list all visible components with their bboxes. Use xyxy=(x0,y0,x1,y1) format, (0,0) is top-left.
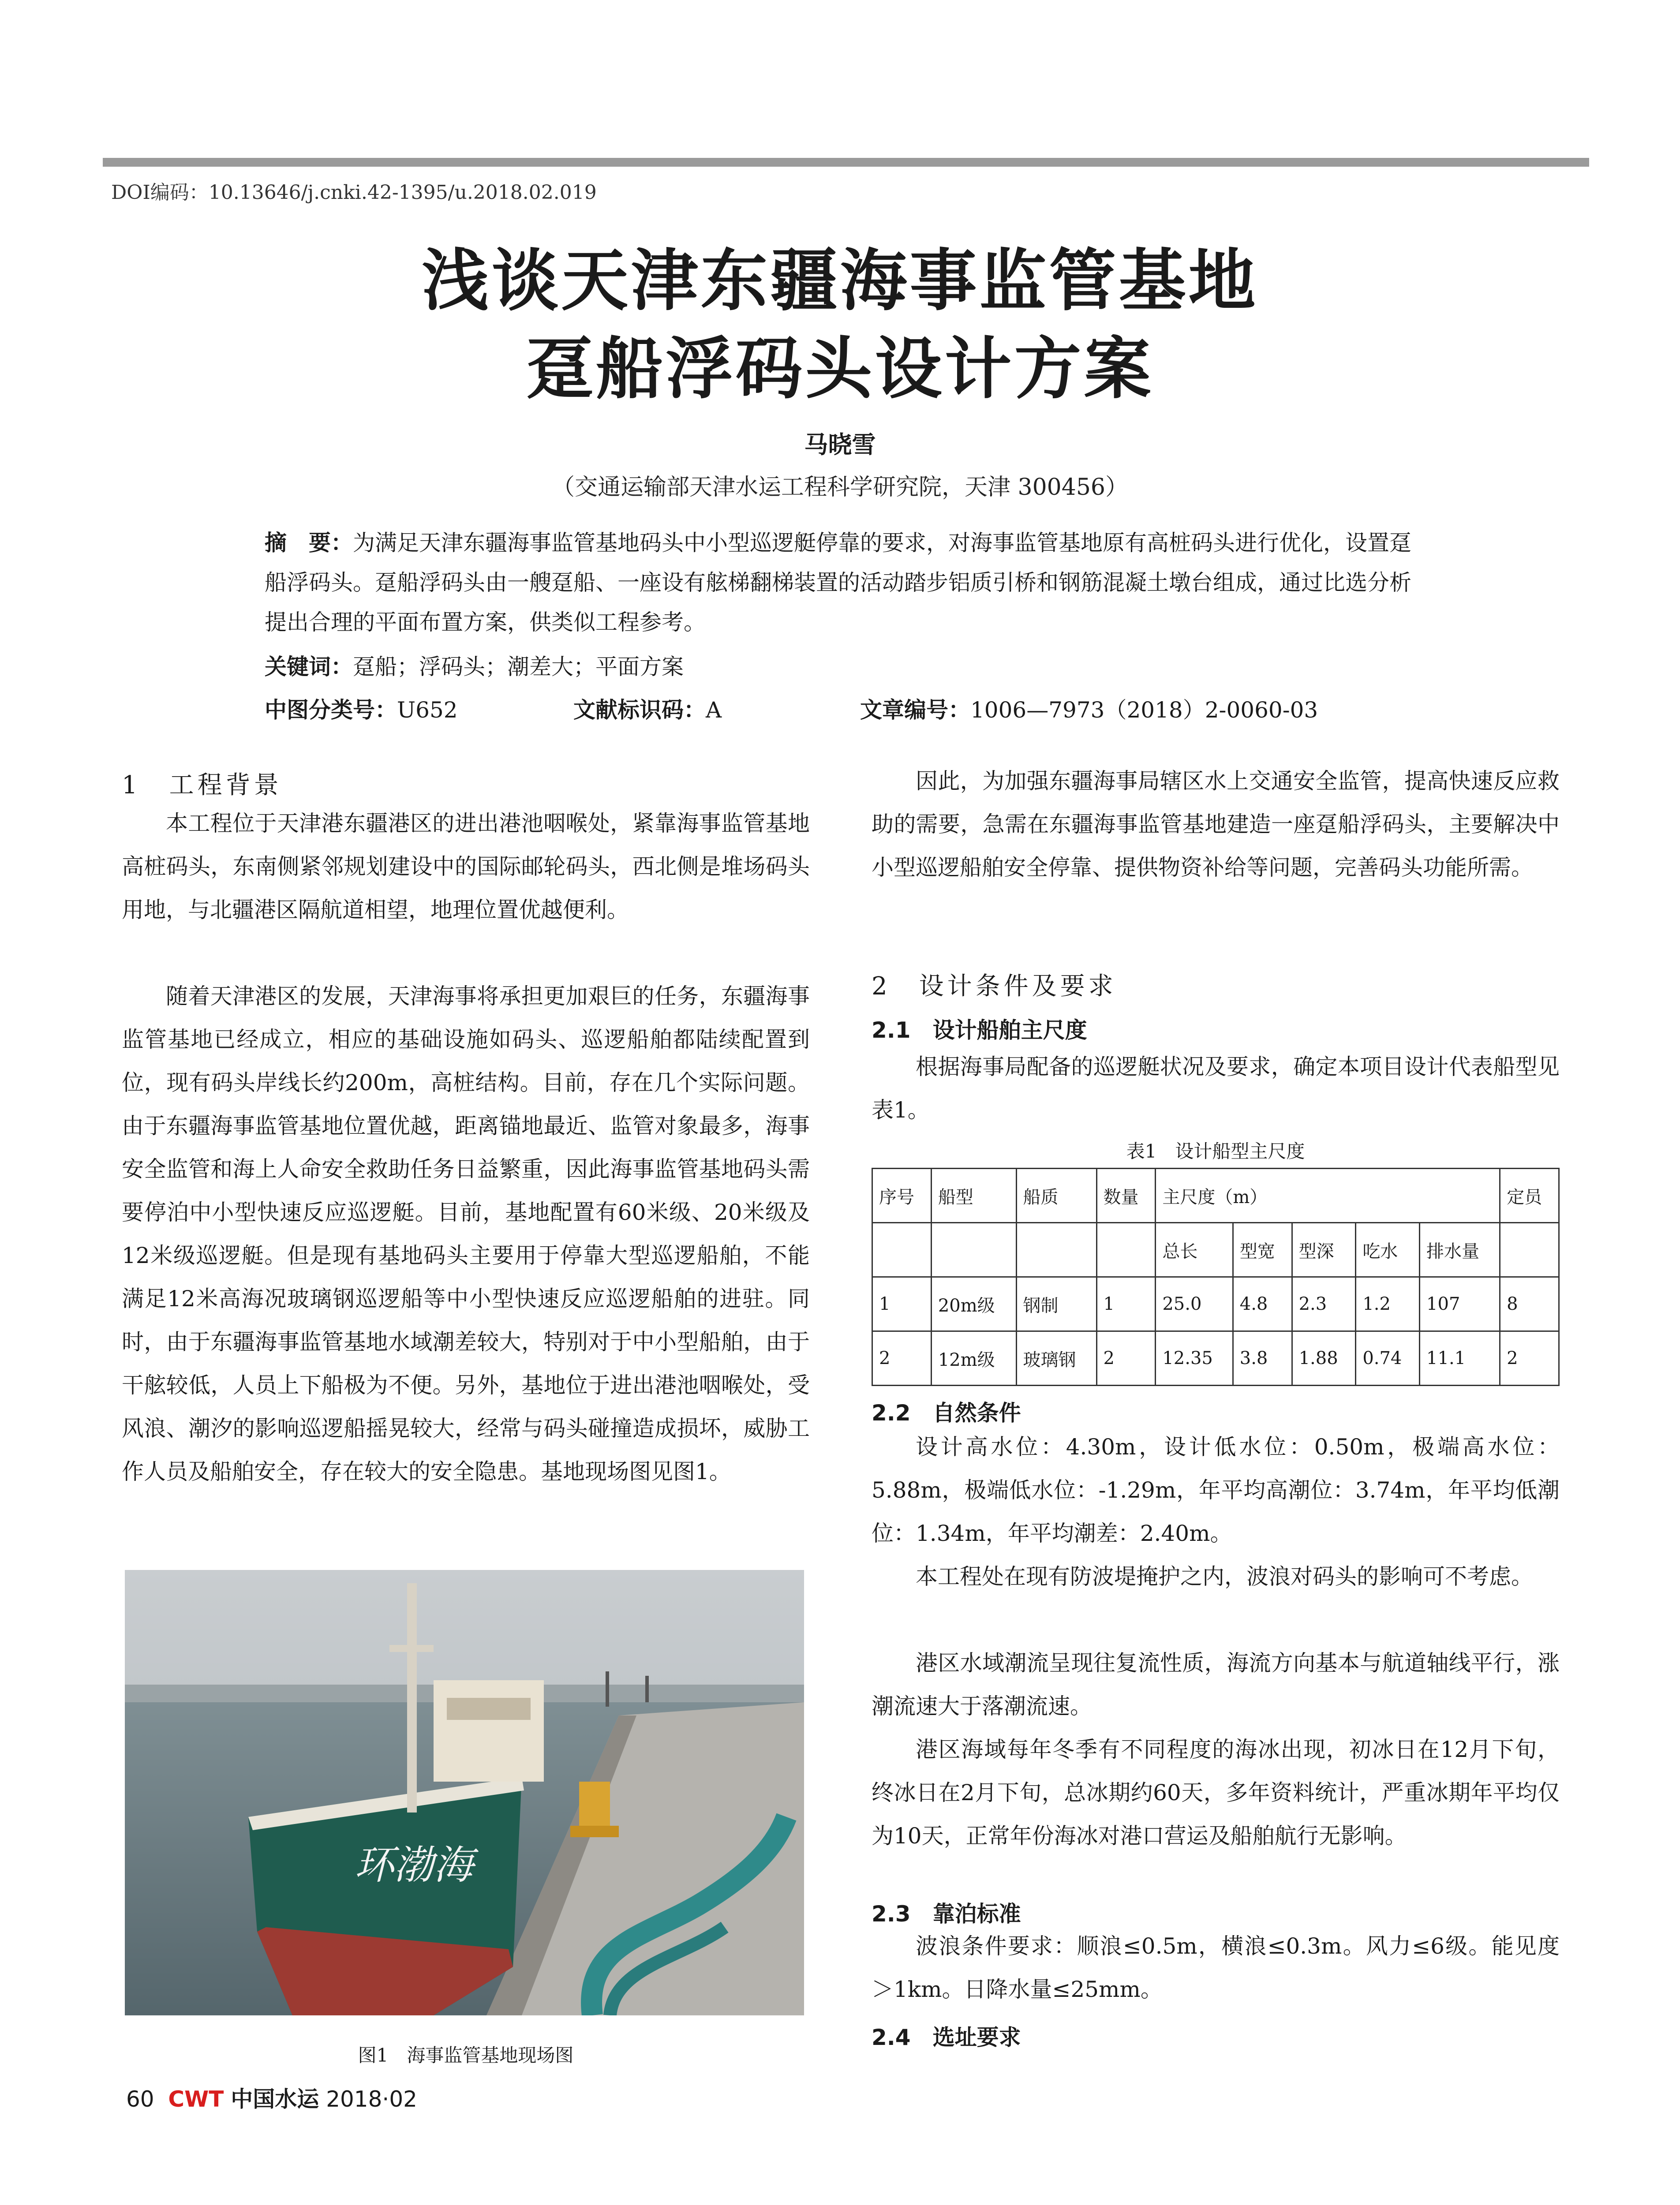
table-cell: 12m级 xyxy=(931,1331,1016,1386)
table-cell: 4.8 xyxy=(1233,1277,1292,1331)
table-subheader-row xyxy=(872,1223,1559,1277)
abstract-label: 摘 要： xyxy=(265,530,353,556)
section-2-4-heading: 2.4 选址要求 xyxy=(872,2025,1021,2050)
clc-label: 中图分类号： xyxy=(265,697,397,723)
keywords-text: 趸船；浮码头；潮差大；平面方案 xyxy=(353,654,684,680)
section-2-3-heading: 2.3 靠泊标准 xyxy=(872,1901,1021,1927)
clc-value: U652 xyxy=(397,697,458,723)
journal-issue: 2018·02 xyxy=(326,2086,417,2112)
top-rule xyxy=(103,158,1589,167)
table-header-cell: 序号 xyxy=(872,1169,932,1223)
table-cell: 1.88 xyxy=(1292,1331,1356,1386)
section-2-1-para: 根据海事局配备的巡逻艇状况及要求，确定本项目设计代表船型见表1。 xyxy=(872,1054,1560,1123)
table-header-cell: 型深 xyxy=(1292,1223,1356,1277)
section-2-3-para: 波浪条件要求：顺浪≤0.5m，横浪≤0.3m。风力≤6级。能见度＞1km。日降水量≤25mm。 xyxy=(872,1933,1560,2002)
figure-1-photo xyxy=(125,1570,804,2015)
table-cell: 1 xyxy=(872,1277,932,1331)
doc-code xyxy=(573,692,722,724)
affiliation: （交通运输部天津水运工程科学研究院，天津 300456） xyxy=(551,474,1129,501)
table-cell: 8 xyxy=(1500,1277,1559,1331)
table-cell: 107 xyxy=(1420,1277,1500,1331)
section-1-heading: 1 工程背景 xyxy=(122,771,282,800)
title-line-2: 趸船浮码头设计方案 xyxy=(526,329,1154,408)
article-no-label: 文章编号： xyxy=(860,697,970,723)
section-1-para-2: 随着天津港区的发展，天津海事将承担更加艰巨的任务，东疆海事监管基地已经成立，相应的基础设施如码头、巡逻船舶都陆续配置到位，现有码头岸线长约200m，高桩结构。目前，存在几个实际问题。由于东疆海事监管基地位置优越，距离锚地最近、监管对象最多，海事安全监管和海上人命安全救助任务日益繁重，因此海事监管基地码头需要停泊中小型快速反应巡逻艇。目前，基地配置有60米级、20米级及12米级巡逻艇。但是现有基地码头主要用于停靠大型巡逻船舶，不能满足12米高海况玻璃钢巡逻船等中小型快速反应巡逻船舶的进驻。同时，由于东疆海事监管基地水域潮差较大，特别对于中小型船舶，由于干舷较低，人员上下船极为不便。另外，基地位于进出港池咽喉处，受风浪、潮汐的影响巡逻船摇晃较大，经常与码头碰撞造成损坏，威胁工作人员及船舶安全，存在较大的安全隐患。基地现场图见图1。 xyxy=(122,983,810,1484)
table-header-cell: 数量 xyxy=(1096,1169,1156,1223)
table-header-cell: 船质 xyxy=(1016,1169,1096,1223)
keywords xyxy=(265,649,1429,681)
table-cell: 12.35 xyxy=(1156,1331,1233,1386)
table-cell: 2 xyxy=(1096,1331,1156,1386)
table-header-cell: 船型 xyxy=(931,1169,1016,1223)
table-header-cell: 主尺度（m） xyxy=(1156,1169,1500,1223)
section-1-para-1: 本工程位于天津港东疆港区的进出港池咽喉处，紧靠海事监管基地高桩码头，东南侧紧邻规划建设中的国际邮轮码头，西北侧是堆场码头用地，与北疆港区隔航道相望，地理位置优越便利。 xyxy=(122,811,810,923)
photo-hull-text: 环渤海 xyxy=(354,1842,473,1888)
section-2-2-para-3: 港区水域潮流呈现往复流性质，海流方向基本与航道轴线平行，涨潮流速大于落潮流速。 xyxy=(872,1650,1560,1719)
section-2-2-para-1: 设计高水位：4.30m，设计低水位：0.50m，极端高水位：5.88m，极端低水位：-1.29m，年平均高潮位：3.74m，年平均低潮位：1.34m，年平均潮差：2.40m。 xyxy=(872,1434,1560,1546)
doc-code-label: 文献标识码： xyxy=(573,697,706,723)
article-no-value: 1006—7973（2018）2-0060-03 xyxy=(970,697,1318,723)
table-row xyxy=(872,1331,1559,1386)
author: 马晓雪 xyxy=(804,431,876,459)
section-1-para-3: 因此，为加强东疆海事局辖区水上交通安全监管，提高快速反应救助的需要，急需在东疆海事监管基地建造一座趸船浮码头，主要解决中小型巡逻船舶安全停靠、提供物资补给等问题，完善码头功能所需。 xyxy=(872,768,1560,880)
doc-code-value: A xyxy=(706,697,722,723)
section-2-2-para-4: 港区海域每年冬季有不同程度的海冰出现，初冰日在12月下旬，终冰日在2月下旬，总冰期约60天，多年资料统计，严重冰期年平均仅为10天，正常年份海冰对港口营运及船舶航行无影响。 xyxy=(872,1737,1560,1849)
section-2-2-heading: 2.2 自然条件 xyxy=(872,1400,1021,1426)
section-2-heading: 2 设计条件及要求 xyxy=(872,972,1117,1001)
table-cell: 2 xyxy=(872,1331,932,1386)
table-header-cell: 总长 xyxy=(1156,1223,1233,1277)
table-cell: 11.1 xyxy=(1420,1331,1500,1386)
abstract-text: 为满足天津东疆海事监管基地码头中小型巡逻艇停靠的要求，对海事监管基地原有高桩码头进行优化，设置趸船浮码头。趸船浮码头由一艘趸船、一座设有舷梯翻梯装置的活动踏步铝质引桥和钢筋混凝土墩台组成，通过比选分析提出合理的平面布置方案，供类似工程参考。 xyxy=(265,530,1411,635)
table-header-cell: 排水量 xyxy=(1420,1223,1500,1277)
table-cell: 20m级 xyxy=(931,1277,1016,1331)
section-2-2-para-2: 本工程处在现有防波堤掩护之内，波浪对码头的影响可不考虑。 xyxy=(916,1564,1533,1589)
article-no xyxy=(860,692,1318,724)
table-cell: 1 xyxy=(1096,1277,1156,1331)
table-row xyxy=(872,1277,1559,1331)
page-number: 60 xyxy=(126,2086,154,2112)
journal-logo: CWT xyxy=(168,2086,224,2112)
table-cell: 25.0 xyxy=(1156,1277,1233,1331)
abstract xyxy=(265,523,1429,642)
section-2-1-heading: 2.1 设计船舶主尺度 xyxy=(872,1017,1087,1043)
table-header-row xyxy=(872,1169,1559,1223)
table-cell: 1.2 xyxy=(1356,1277,1420,1331)
figure-1-caption: 图1 海事监管基地现场图 xyxy=(358,2044,574,2066)
table-header-cell: 型宽 xyxy=(1233,1223,1292,1277)
table-cell: 2 xyxy=(1500,1331,1559,1386)
clc xyxy=(265,692,458,724)
table-cell: 3.8 xyxy=(1233,1331,1292,1386)
footer xyxy=(126,2082,417,2113)
table-1 xyxy=(872,1168,1560,1386)
table-cell: 钢制 xyxy=(1016,1277,1096,1331)
journal-name: 中国水运 xyxy=(231,2086,319,2112)
table-header-cell: 吃水 xyxy=(1356,1223,1420,1277)
table-header-cell: 定员 xyxy=(1500,1169,1559,1223)
table-cell: 2.3 xyxy=(1292,1277,1356,1331)
table-cell: 0.74 xyxy=(1356,1331,1420,1386)
doi: DOI编码：10.13646/j.cnki.42-1395/u.2018.02.019 xyxy=(111,181,597,204)
table-1-caption: 表1 设计船型主尺度 xyxy=(1126,1140,1305,1162)
title-line-1: 浅谈天津东疆海事监管基地 xyxy=(422,241,1258,320)
keywords-label: 关键词： xyxy=(265,654,353,680)
table-cell: 玻璃钢 xyxy=(1016,1331,1096,1386)
